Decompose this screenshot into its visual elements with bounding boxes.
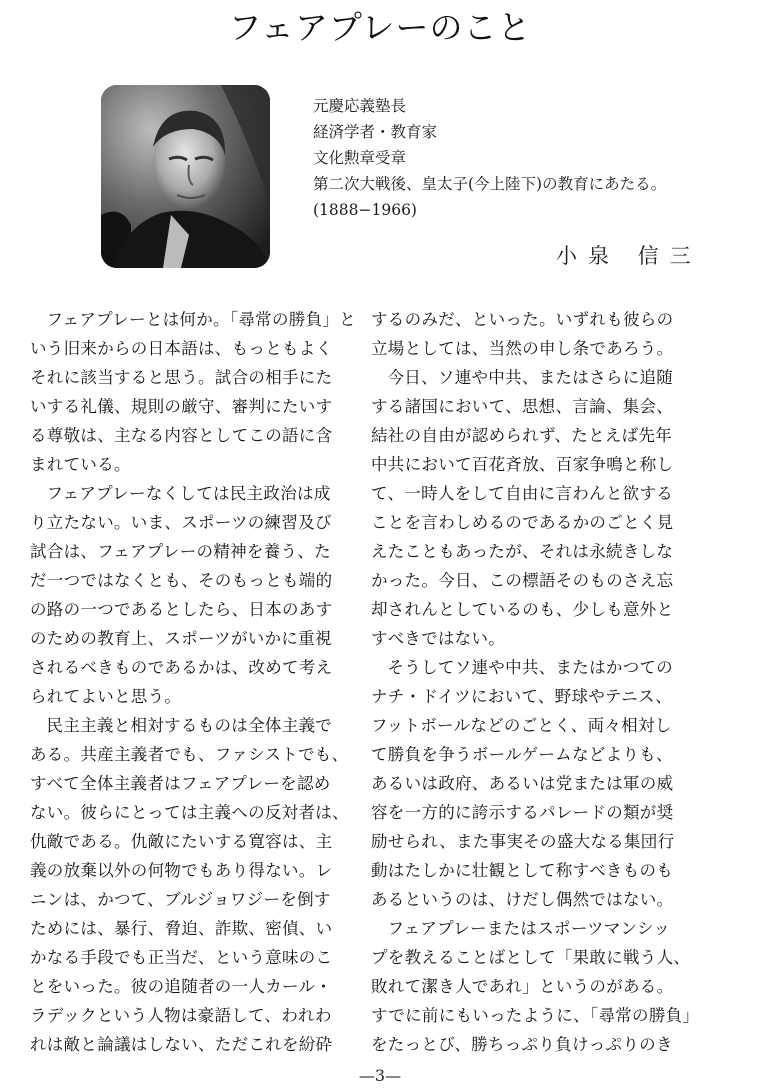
text-line: 仇敵である。仇敵にたいする寛容は、主 <box>30 832 333 851</box>
bio-line: (1888−1966) <box>313 201 417 219</box>
text-line: そうしてソ連や中共、またはかつての <box>387 658 674 677</box>
text-line: えたこともあったが、それは永続きしな <box>371 542 674 561</box>
text-line: れは敵と論議はしない、ただこれを紛砕 <box>30 1035 333 1054</box>
text-line: 敗れて潔き人であれ」というのがある。 <box>371 977 674 996</box>
text-line: 励せられ、また事実その盛大なる集団行 <box>371 832 675 851</box>
text-line: 試合は、フェアプレーの精神を養う、た <box>30 542 331 561</box>
text-line: あるいは政府、あるいは党または軍の威 <box>371 774 674 793</box>
portrait-photo-icon <box>101 85 270 268</box>
text-line: ない。彼らにとっては主義への反対者は、 <box>30 803 349 822</box>
text-line: ある。共産主義者でも、ファシストでも、 <box>30 745 349 764</box>
text-line: すべきではない。 <box>371 629 506 648</box>
text-line: の路の一つであるとしたら、日本のあす <box>30 600 333 619</box>
text-line: ラデックという人物は豪語して、われわ <box>30 1006 332 1025</box>
text-line: をたっとび、勝ちっぷり負けっぷりのき <box>371 1035 673 1054</box>
body-column-right <box>371 305 700 1059</box>
text-line: いう旧来からの日本語は、もっともよく <box>30 339 333 358</box>
text-line: ナチ・ドイツにおいて、野球やテニス、 <box>371 687 673 706</box>
text-line: だ一つではなくとも、そのもっとも端的 <box>30 571 333 590</box>
text-line: ためには、暴行、脅迫、詐欺、密偵、い <box>30 919 333 938</box>
page-number: —3— <box>358 1066 402 1085</box>
text-line: 中共において百花斉放、百家争鳴と称し <box>371 455 674 474</box>
author-name: 小泉 信三 <box>556 244 702 268</box>
text-line: ニンは、かつて、ブルジョワジーを倒す <box>30 890 331 909</box>
text-line: り立たない。いま、スポーツの練習及び <box>30 513 332 532</box>
text-line: て勝負を争うボールゲームなどよりも、 <box>371 745 673 764</box>
text-line: フットボールなどのごとく、両々相対し <box>371 716 672 735</box>
text-line: 却されんとしているのも、少しも意外と <box>371 600 674 619</box>
text-line: するのみだ、といった。いずれも彼らの <box>371 310 674 329</box>
text-line: まれている。 <box>30 455 131 474</box>
text-line: かなる手段でも正当だ、という意味のこ <box>30 948 333 967</box>
text-line: 民主主義と相対するものは全体主義で <box>46 716 333 735</box>
text-line: のための教育上、スポーツがいかに重視 <box>30 629 332 648</box>
text-line: る尊敬は、主なる内容としてこの語に含 <box>30 426 333 445</box>
article-title: フェアプレーのこと <box>228 8 532 47</box>
text-line: フェアプレーとは何か。「尋常の勝負」と <box>46 310 356 329</box>
text-line: ことを言わしめるのであるかのごとく見 <box>371 513 674 532</box>
text-line: とをいった。彼の追随者の一人カール・ <box>30 977 333 996</box>
portrait-photo <box>101 85 270 268</box>
text-line: 今日、ソ連や中共、またはさらに追随 <box>387 368 674 387</box>
text-line: されるべきものであるかは、改めて考え <box>30 658 333 677</box>
text-line: いする礼儀、規則の厳守、審判にたいす <box>30 397 333 416</box>
bio-line: 元慶応義塾長 <box>313 97 407 115</box>
text-line: すでに前にもいったように、「尋常の勝負」 <box>371 1006 700 1025</box>
bio-line: 文化勲章受章 <box>313 149 407 167</box>
text-line: 義の放棄以外の何物でもあり得ない。レ <box>30 861 333 880</box>
text-line: あるというのは、けだし偶然ではない。 <box>371 890 674 909</box>
text-line: それに該当すると思う。試合の相手にた <box>30 368 333 387</box>
bio-line: 経済学者・教育家 <box>313 123 438 141</box>
text-line: フェアプレーなくしては民主政治は成 <box>46 484 331 503</box>
bio-line: 第二次大戦後、皇太子(今上陸下)の教育にあたる。 <box>313 175 667 193</box>
text-line: プを教えることばとして「果敢に戦う人、 <box>371 948 691 967</box>
text-line: 立場としては、当然の申し条であろう。 <box>371 339 674 358</box>
text-line: 結社の自由が認められず、たとえば先年 <box>371 426 673 445</box>
text-line: かった。今日、この標語そのものさえ忘 <box>371 571 674 590</box>
text-line: フェアプレーまたはスポーツマンシッ <box>387 919 671 938</box>
text-line: 容を一方的に誇示するパレードの類が奨 <box>371 803 674 822</box>
text-line: て、一時人をして自由に言わんと欲する <box>371 484 674 503</box>
author-bio <box>313 93 666 223</box>
text-line: する諸国において、思想、言論、集会、 <box>371 397 674 416</box>
body-column-left <box>30 305 356 1059</box>
text-line: すべて全体主義者はフェアプレーを認め <box>30 774 331 793</box>
text-line: 動はたしかに壮観として称すべきものも <box>371 861 674 880</box>
text-line: られてよいと思う。 <box>30 687 182 706</box>
